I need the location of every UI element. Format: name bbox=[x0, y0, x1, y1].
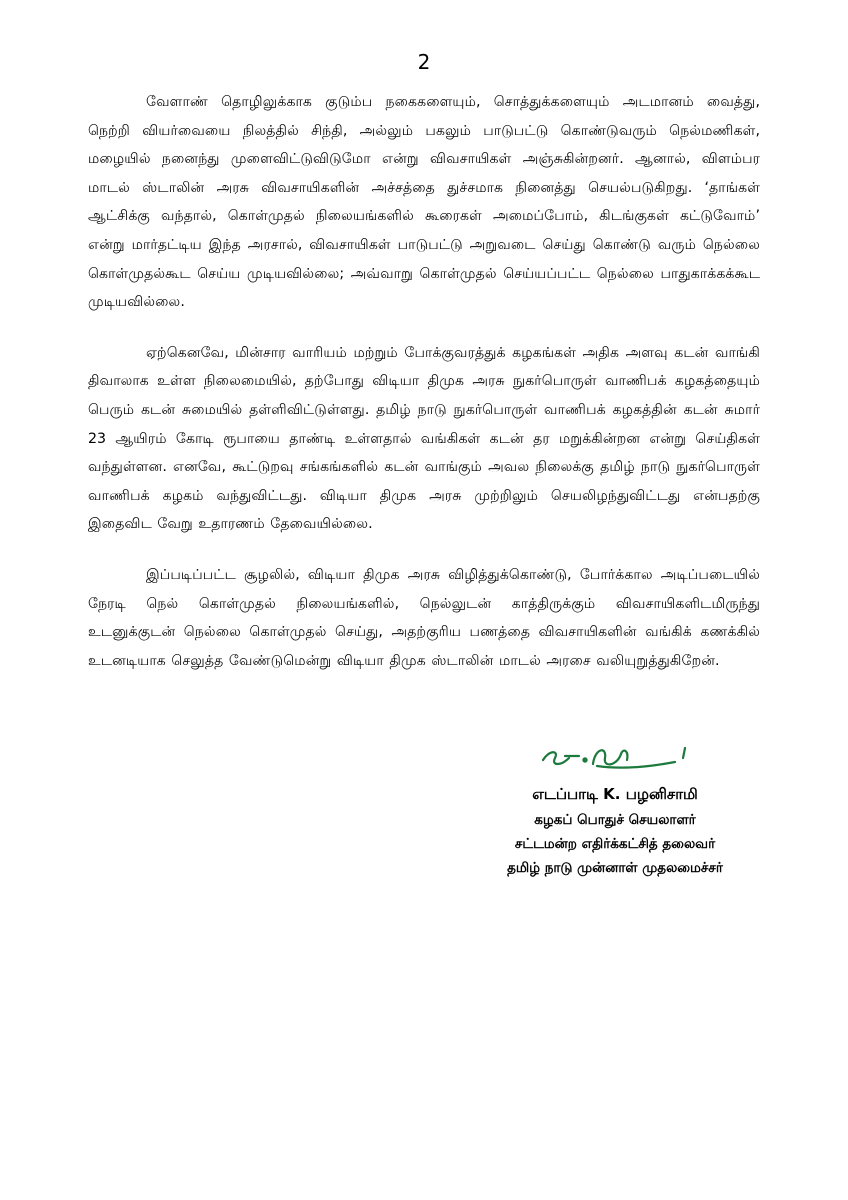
paragraph-1: வேளாண் தொழிலுக்காக குடும்ப நகைகளையும், சொத்துக்களையும் அடமானம் வைத்து, நெற்றி வியர்வையை நிலத்தில் சிந்தி, அல்லும் பகலும் பாடுபட்டு கொண்டுவரும் நெல்மணிகள், மழையில் நனைந்து முளைவிட்டுவிடுமோ என்று விவசாயிகள் அஞ்சுகின்றனர். ஆனால், விளம்பர மாடல் ஸ்டாலின் அரசு விவசாயிகளின் அச்சத்தை துச்சமாக நினைத்து செயல்படுகிறது. ‘தாங்கள் ஆட்சிக்கு வந்தால், கொள்முதல் நிலையங்களில் கூரைகள் அமைப்போம், கிடங்குகள் கட்டுவோம்’ என்று மார்தட்டிய இந்த அரசால், விவசாயிகள் பாடுபட்டு அறுவடை செய்து கொண்டு வரும் நெல்லை கொள்முதல்கூட செய்ய முடியவில்லை; அவ்வாறு கொள்முதல் செய்யப்பட்ட நெல்லை பாதுகாக்கக்கூட முடியவில்லை. bbox=[88, 94, 760, 311]
signature-strokes bbox=[543, 748, 685, 768]
signer-name: எடப்பாடி K. பழனிசாமி bbox=[532, 785, 698, 803]
signer-title-1: கழகப் பொதுச் செயலாளர் bbox=[534, 812, 696, 828]
signer-title-3: தமிழ் நாடு முன்னாள் முதலமைச்சர் bbox=[507, 860, 723, 876]
handwritten-signature bbox=[535, 740, 695, 776]
paragraph-2: ஏற்கெனவே, மின்சார வாரியம் மற்றும் போக்குவரத்துக் கழகங்கள் அதிக அளவு கடன் வாங்கி திவாலாக உள்ள நிலைமையில், தற்போது விடியா திமுக அரசு நுகர்பொருள் வாணிபக் கழகத்தையும் பெரும் கடன் சுமையில் தள்ளிவிட்டுள்ளது. தமிழ் நாடு நுகர்பொருள் வாணிபக் கழகத்தின் கடன் சுமார் 23 ஆயிரம் கோடி ரூபாயை தாண்டி உள்ளதால் வங்கிகள் கடன் தர மறுக்கின்றன என்று செய்திகள் வந்துள்ளன. எனவே, கூட்டுறவு சங்கங்களில் கடன் வாங்கும் அவல நிலைக்கு தமிழ் நாடு நுகர்பொருள் வாணிபக் கழகம் வந்துவிட்டது. விடியா திமுக அரசு முற்றிலும் செயலிழந்துவிட்டது என்பதற்கு இதைவிட வேறு உதாரணம் தேவையில்லை. bbox=[88, 344, 760, 533]
signer-title-2: சட்டமன்ற எதிர்க்கட்சித் தலைவர் bbox=[514, 836, 716, 852]
signature-block bbox=[470, 740, 760, 880]
paragraph-3: இப்படிப்பட்ட சூழலில், விடியா திமுக அரசு விழித்துக்கொண்டு, போர்க்கால அடிப்படையில் நேரடி நெல் கொள்முதல் நிலையங்களில், நெல்லுடன் காத்திருக்கும் விவசாயிகளிடமிருந்து உடனுக்குடன் நெல்லை கொள்முதல் செய்து, அதற்குரிய பணத்தை விவசாயிகளின் வங்கிக் கணக்கில் உடனடியாக செலுத்த வேண்டுமென்று விடியா திமுக ஸ்டாலின் மாடல் அரசை வலியுறுத்துகிறேன். bbox=[88, 566, 760, 669]
page-number: 2 bbox=[417, 50, 431, 74]
letter-body bbox=[88, 88, 760, 697]
